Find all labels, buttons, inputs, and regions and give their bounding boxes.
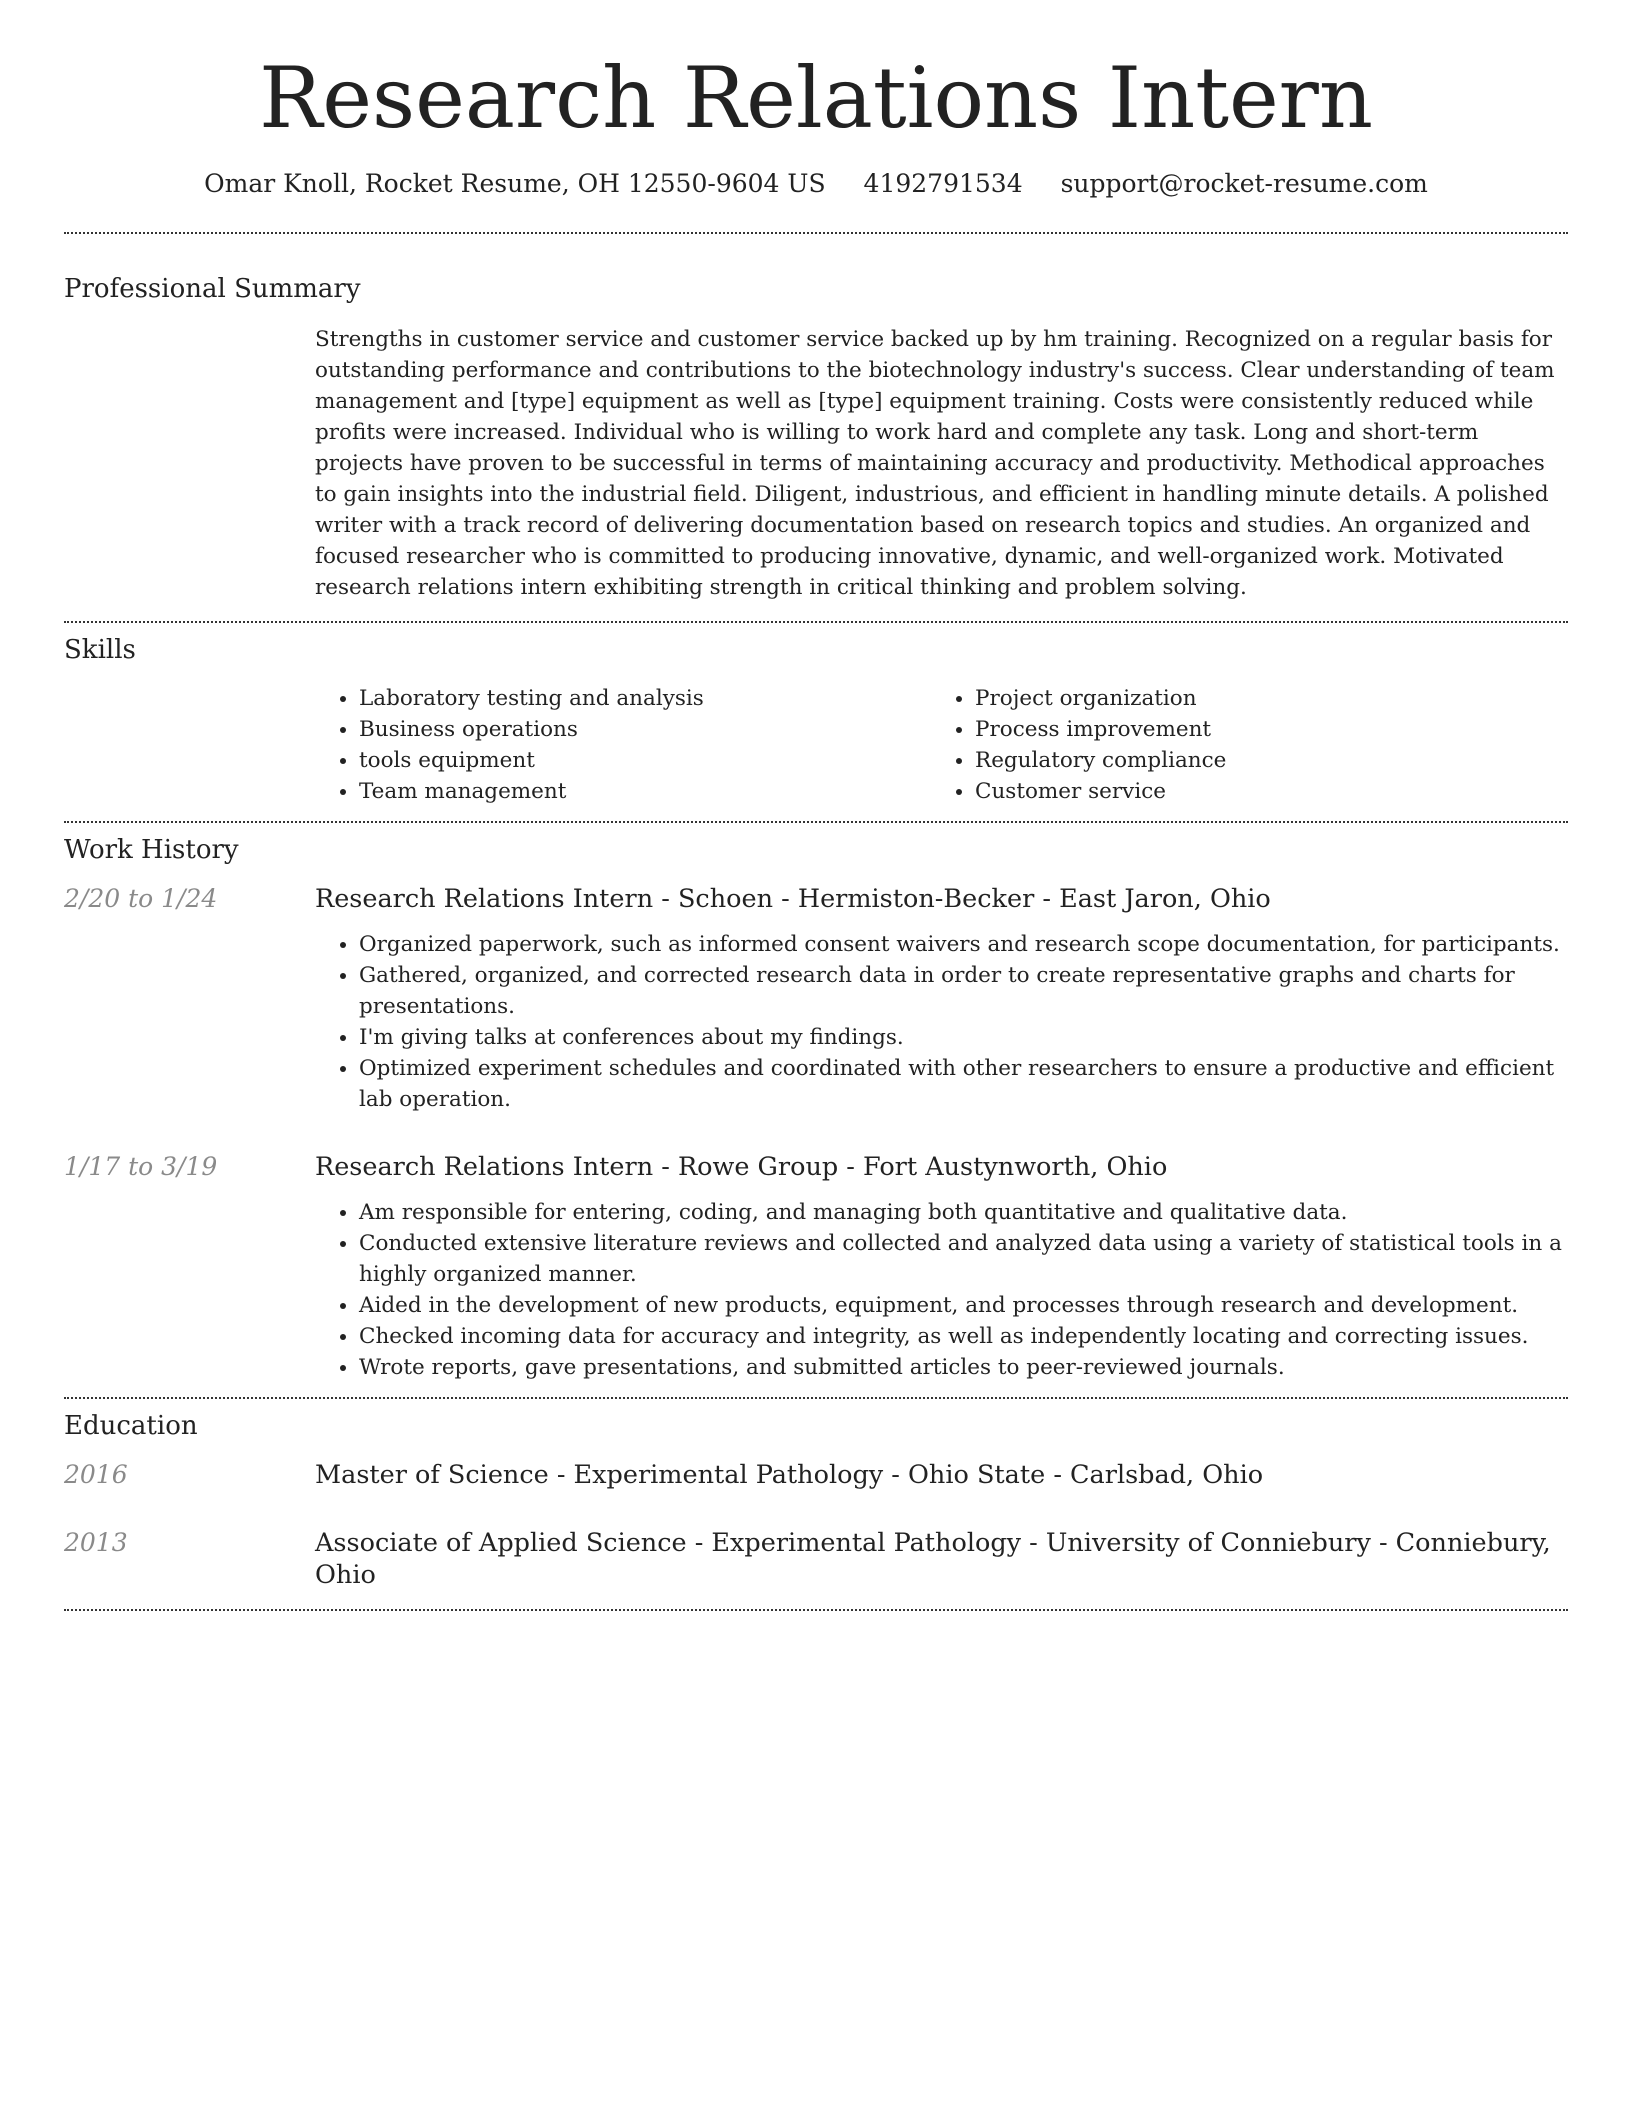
skill-item: • Process improvement <box>975 714 1226 745</box>
skills-list-left <box>315 683 931 807</box>
job-bullet: • Conducted extensive literature reviews and collected and analyzed data using a variety of statistical tools in a highly organized manner. <box>359 1228 1568 1290</box>
job-bullet: • Aided in the development of new products, equipment, and processes through research and development. <box>359 1290 1568 1321</box>
education-title: Master of Science - Experimental Pathology - Ohio State - Carlsbad, Ohio <box>315 1459 1264 1490</box>
job-bullet: • Checked incoming data for accuracy and integrity, as well as independently locating and correcting issues. <box>359 1321 1568 1352</box>
job-dates: 1/17 to 3/19 <box>64 1151 218 1181</box>
job-bullets <box>315 929 1568 1115</box>
job-title: Research Relations Intern - Schoen - Hermiston-Becker - East Jaron, Ohio <box>315 883 1271 914</box>
skill-item: • Regulatory compliance <box>975 745 1226 776</box>
work-history-heading: Work History <box>64 834 239 865</box>
section-divider <box>64 1609 1568 1611</box>
job-bullet: • Organized paperwork, such as informed consent waivers and research scope documentation, for participants. <box>359 929 1568 960</box>
contact-phone: 4192791534 <box>863 168 1023 198</box>
job-bullets <box>315 1197 1568 1383</box>
summary-heading: Professional Summary <box>64 273 361 304</box>
job-entry <box>64 883 1568 1115</box>
contact-email: support@rocket-resume.com <box>1060 168 1428 198</box>
education-entry <box>64 1459 1568 1491</box>
skill-item: • Customer service <box>975 776 1226 807</box>
job-bullet: • I'm giving talks at conferences about my findings. <box>359 1022 1568 1053</box>
job-bullet: • Gathered, organized, and corrected research data in order to create representative graphs and charts for presentations. <box>359 960 1568 1022</box>
resume-title: Research Relations Intern <box>259 49 1373 147</box>
skill-item: • Project organization <box>975 683 1226 714</box>
job-entry <box>64 1151 1568 1383</box>
skill-item: • tools equipment <box>359 745 931 776</box>
contact-line <box>64 169 1568 198</box>
education-year: 2016 <box>64 1459 128 1489</box>
work-history-section <box>64 823 1568 1383</box>
summary-text: Strengths in customer service and customer service backed up by hm training. Recognized on a regular basis for outstanding performance and contributions to the biotechnology industry's success. Clear understanding of team management and [type] equipment as well as [type] equipment training. Costs were consistently reduced while profits were increased. Individual who is willing to work hard and complete any task. Long and short-term projects have proven to be successful in terms of maintaining accuracy and productivity. Methodical approaches to gain insights into the industrial field. Diligent, industrious, and efficient in handling minute details. A polished writer with a track record of delivering documentation based on research topics and studies. An organized and focused researcher who is committed to producing innovative, dynamic, and well-organized work. Motivated research relations intern exhibiting strength in critical thinking and problem solving. <box>315 326 1555 600</box>
education-entry <box>64 1527 1568 1591</box>
skills-section <box>64 623 1568 821</box>
job-title: Research Relations Intern - Rowe Group - Fort Austynworth, Ohio <box>315 1151 1168 1182</box>
job-bullet: • Wrote reports, gave presentations, and submitted articles to peer-reviewed journals. <box>359 1352 1568 1383</box>
skills-list-right <box>931 683 1226 807</box>
job-bullet: • Am responsible for entering, coding, and managing both quantitative and qualitative data. <box>359 1197 1568 1228</box>
education-section <box>64 1399 1568 1591</box>
summary-section <box>64 234 1568 621</box>
skill-item: • Business operations <box>359 714 931 745</box>
job-body <box>315 1151 1568 1383</box>
contact-address: Omar Knoll, Rocket Resume, OH 12550-9604 US <box>204 168 826 198</box>
skill-item: • Team management <box>359 776 931 807</box>
education-year: 2013 <box>64 1527 128 1557</box>
job-body <box>315 883 1568 1115</box>
job-bullet: • Optimized experiment schedules and coordinated with other researchers to ensure a productive and efficient lab operation. <box>359 1053 1568 1115</box>
skills-heading: Skills <box>64 634 136 665</box>
job-dates: 2/20 to 1/24 <box>64 883 218 913</box>
skill-item: • Laboratory testing and analysis <box>359 683 931 714</box>
education-title: Associate of Applied Science - Experimental Pathology - University of Conniebury - Conniebury, Ohio <box>315 1527 1551 1590</box>
education-heading: Education <box>64 1410 198 1441</box>
skills-grid <box>315 683 1568 821</box>
